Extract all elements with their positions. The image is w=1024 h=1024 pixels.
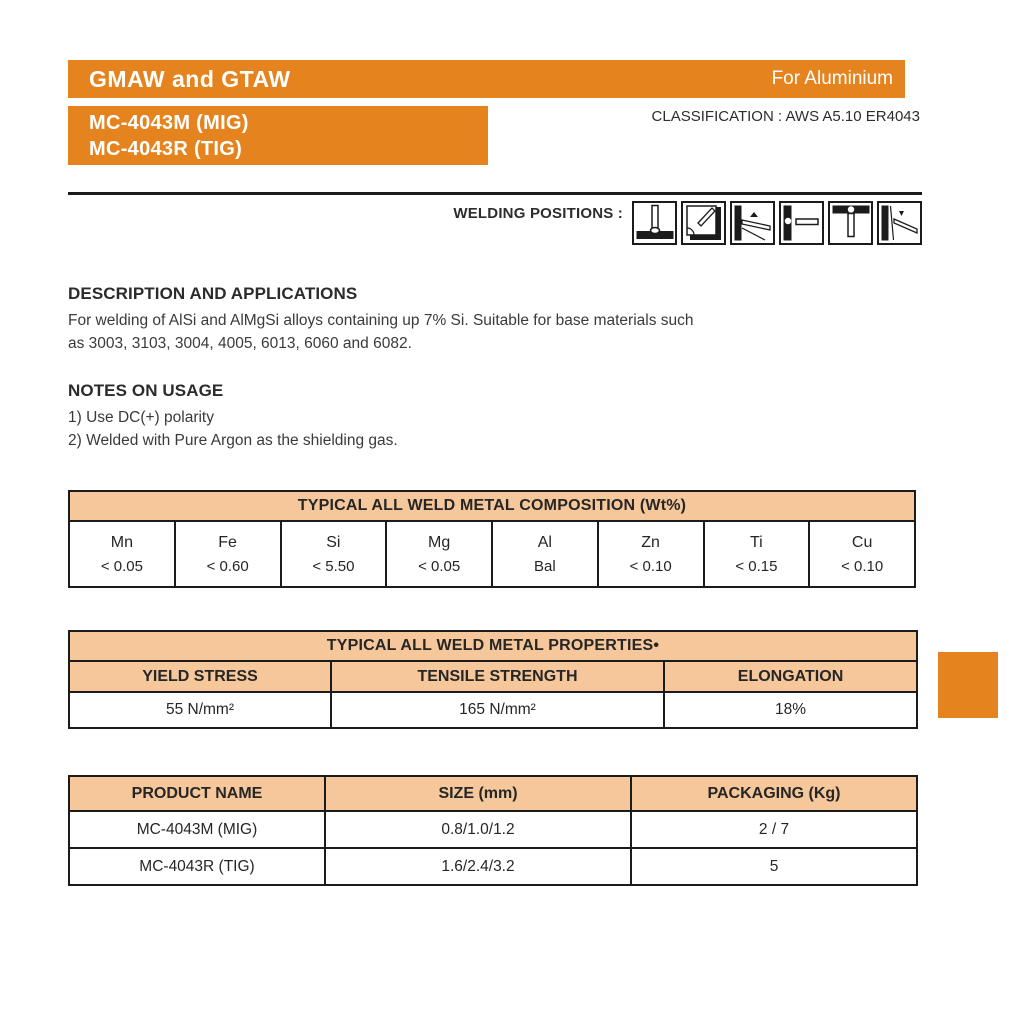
- welding-positions-row: [68, 201, 922, 245]
- products-header-name: PRODUCT NAME: [69, 776, 325, 811]
- product-name-line-2: MC-4043R (TIG): [89, 138, 243, 160]
- element-symbol: Cu: [851, 533, 873, 551]
- products-header-size: SIZE (mm): [325, 776, 631, 811]
- products-row-tig: [69, 848, 917, 885]
- properties-value-yield: 55 N/mm²: [69, 692, 331, 728]
- product-size-cell: 1.6/2.4/3.2: [325, 848, 631, 885]
- notes-item-2: 2) Welded with Pure Argon as the shielding gas.: [68, 432, 398, 449]
- welding-positions-strip: [632, 201, 922, 245]
- product-name-block: [68, 106, 488, 165]
- composition-cell-si: [281, 521, 387, 587]
- welding-positions-label: WELDING POSITIONS :: [453, 205, 623, 222]
- element-value: < 0.10: [841, 557, 884, 575]
- welding-position-flat-icon: [632, 201, 677, 245]
- element-symbol: Mg: [428, 533, 451, 551]
- description-section: [68, 284, 878, 355]
- element-symbol: Fe: [218, 533, 237, 551]
- composition-cell-cu: [809, 521, 915, 587]
- classification-text: CLASSIFICATION : AWS A5.10 ER4043: [651, 108, 920, 125]
- product-name-line-1: MC-4043M (MIG): [89, 112, 249, 134]
- notes-section: [68, 381, 878, 452]
- product-packaging-cell: 2 / 7: [631, 811, 917, 848]
- element-value: < 0.05: [100, 557, 143, 575]
- properties-table-title: TYPICAL ALL WELD METAL PROPERTIES•: [69, 631, 917, 661]
- products-table: [68, 775, 918, 886]
- notes-heading: NOTES ON USAGE: [68, 381, 224, 400]
- properties-value-row: [69, 692, 917, 728]
- composition-cell-al: [492, 521, 598, 587]
- properties-header-yield: YIELD STRESS: [69, 661, 331, 692]
- properties-value-tensile: 165 N/mm²: [331, 692, 664, 728]
- welding-position-fillet-flat-icon: [681, 201, 726, 245]
- side-tab-square: [938, 652, 998, 718]
- welding-position-horizontal-icon: [779, 201, 824, 245]
- product-name-cell: MC-4043R (TIG): [69, 848, 325, 885]
- notes-item-1: 1) Use DC(+) polarity: [68, 409, 214, 426]
- element-value: < 0.10: [629, 557, 672, 575]
- composition-cell-zn: [598, 521, 704, 587]
- products-header-row: [69, 776, 917, 811]
- properties-header-elongation: ELONGATION: [664, 661, 917, 692]
- element-value: Bal: [534, 557, 556, 575]
- element-value: < 0.15: [735, 557, 778, 575]
- header-material-tag: For Aluminium: [771, 68, 893, 89]
- composition-cell-mn: [69, 521, 175, 587]
- products-header-packaging: PACKAGING (Kg): [631, 776, 917, 811]
- element-symbol: Zn: [641, 533, 660, 551]
- properties-title-row: [69, 631, 917, 661]
- product-name-cell: MC-4043M (MIG): [69, 811, 325, 848]
- page-title: GMAW and GTAW: [89, 65, 291, 92]
- products-row-mig: [69, 811, 917, 848]
- element-value: < 0.05: [418, 557, 461, 575]
- element-symbol: Mn: [110, 533, 133, 551]
- composition-table: [68, 490, 916, 588]
- properties-value-elongation: 18%: [664, 692, 917, 728]
- welding-position-overhead-icon: [828, 201, 873, 245]
- product-packaging-cell: 5: [631, 848, 917, 885]
- header-bar: [68, 60, 905, 98]
- composition-cell-fe: [175, 521, 281, 587]
- properties-header-tensile: TENSILE STRENGTH: [331, 661, 664, 692]
- description-line-1: For welding of AlSi and AlMgSi alloys containing up 7% Si. Suitable for base materials such: [68, 312, 694, 329]
- element-value: < 5.50: [312, 557, 355, 575]
- welding-position-overhead-fillet-icon: [730, 201, 775, 245]
- description-heading: DESCRIPTION AND APPLICATIONS: [68, 284, 358, 303]
- properties-header-row: [69, 661, 917, 692]
- product-size-cell: 0.8/1.0/1.2: [325, 811, 631, 848]
- welding-position-vertical-icon: [877, 201, 922, 245]
- element-symbol: Si: [326, 533, 341, 551]
- element-symbol: Al: [537, 533, 552, 551]
- composition-cell-ti: [704, 521, 810, 587]
- composition-title-row: [69, 491, 915, 521]
- element-symbol: Ti: [750, 533, 763, 551]
- description-line-2: as 3003, 3103, 3004, 4005, 6013, 6060 and 6082.: [68, 335, 412, 352]
- composition-cell-mg: [386, 521, 492, 587]
- composition-data-row: [69, 521, 915, 587]
- properties-table: [68, 630, 918, 729]
- element-value: < 0.60: [206, 557, 249, 575]
- composition-table-title: TYPICAL ALL WELD METAL COMPOSITION (Wt%): [69, 491, 915, 521]
- divider-rule: [68, 192, 922, 195]
